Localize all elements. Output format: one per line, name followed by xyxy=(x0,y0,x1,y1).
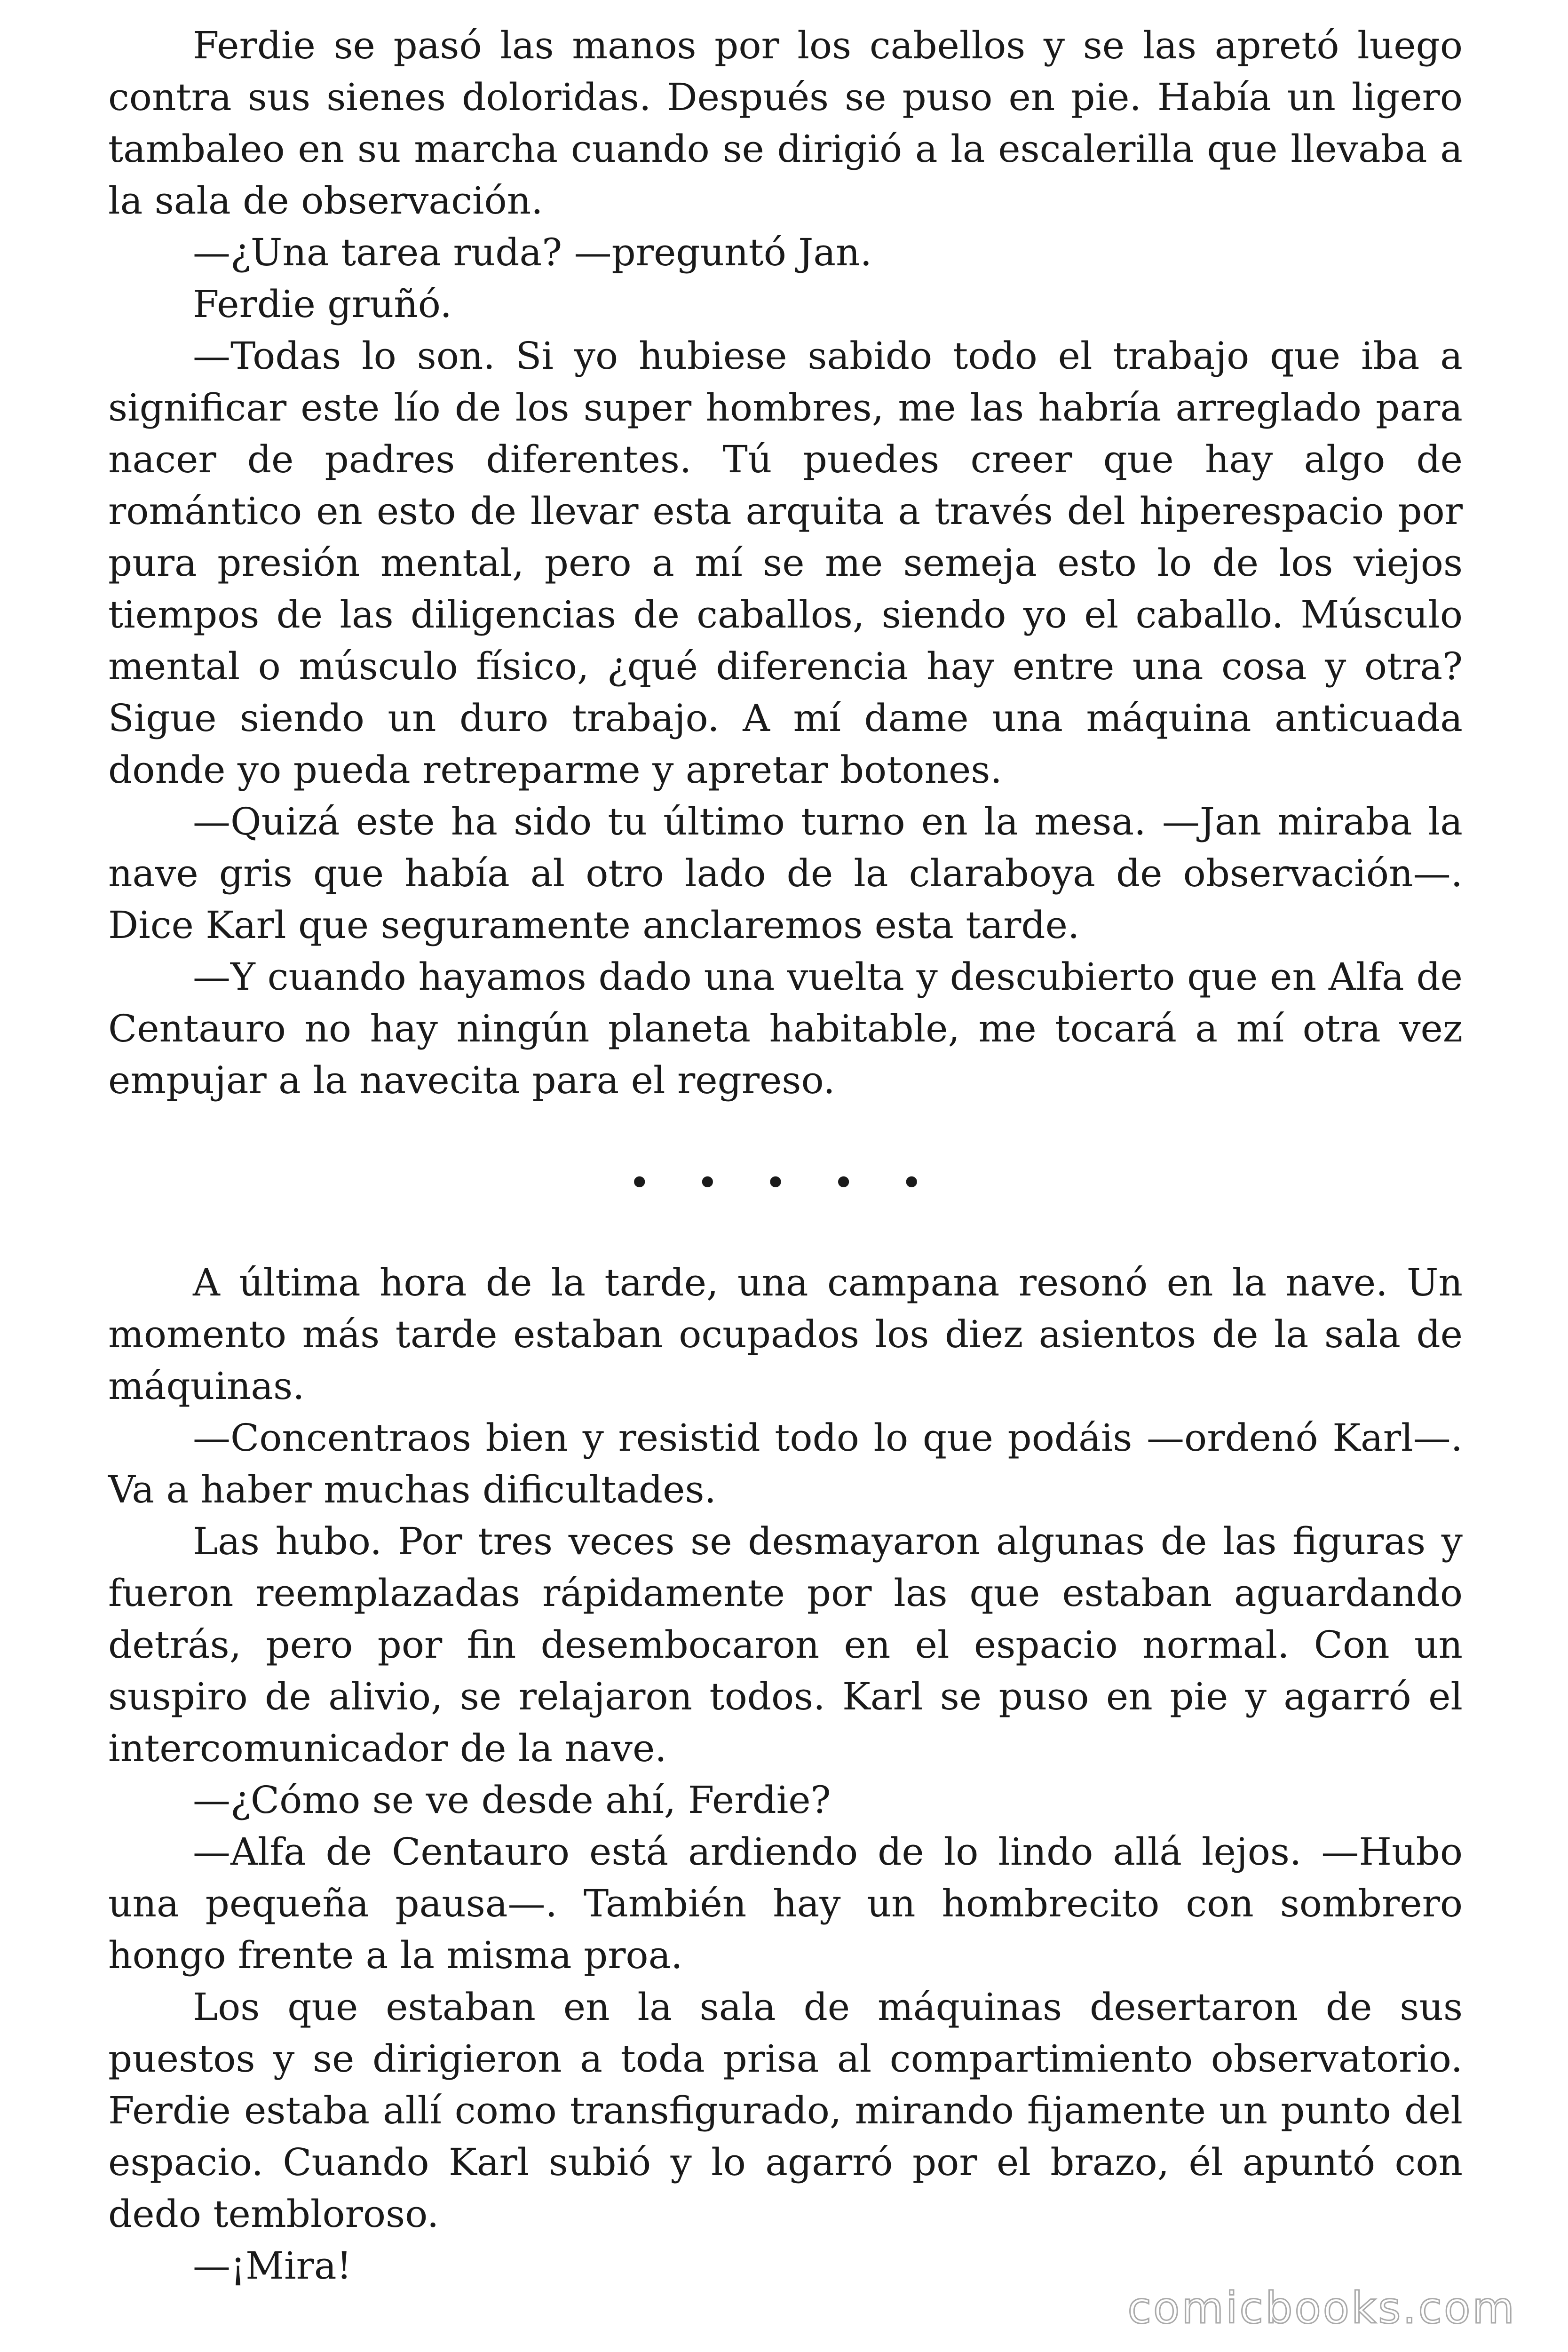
paragraph: —Concentraos bien y resistid todo lo que podáis —ordenó Karl—. Va a haber muchas dificultades. xyxy=(108,1416,1463,1511)
paragraph: —Quizá este ha sido tu último turno en la mesa. —Jan miraba la nave gris que había al otro lado de la claraboya de observación—. Dice Karl que seguramente anclaremos esta tarde. xyxy=(108,800,1463,947)
paragraph: A última hora de la tarde, una campana resonó en la nave. Un momento más tarde estaban ocupados los diez asientos de la sala de máquinas. xyxy=(108,1261,1463,1408)
watermark: comicbooks.com xyxy=(1127,2283,1516,2333)
paragraph: Las hubo. Por tres veces se desmayaron algunas de las figuras y fueron reemplazadas rápidamente por las que estaban aguardando detrás, pero por fin desembocaron en el espacio normal. Con un suspiro de alivio, se relajaron todos. Karl se puso en pie y agarró el intercomunicador de la nave. xyxy=(108,1519,1463,1770)
paragraph: —¿Una tarea ruda? —preguntó Jan. xyxy=(193,230,872,274)
text-section-2 xyxy=(108,1257,1463,2292)
text-section-1 xyxy=(108,20,1463,1106)
paragraph: —¡Mira! xyxy=(193,2244,352,2288)
paragraph: —Alfa de Centauro está ardiendo de lo lindo allá lejos. —Hubo una pequeña pausa—. También hay un hombrecito con sombrero hongo frente a la misma proa. xyxy=(108,1830,1463,1977)
paragraph: Los que estaban en la sala de máquinas desertaron de sus puestos y se dirigieron a toda prisa al compartimiento observatorio. Ferdie estaba allí como transfigurado, mirando fijamente un punto del espacio. Cuando Karl subió y lo agarró por el brazo, él apuntó con dedo tembloroso. xyxy=(108,1985,1463,2236)
paragraph: —Y cuando hayamos dado una vuelta y descubierto que en Alfa de Centauro no hay ningún planeta habitable, me tocará a mí otra vez empujar a la navecita para el regreso. xyxy=(108,955,1463,1102)
paragraph: Ferdie gruñó. xyxy=(193,282,452,326)
paragraph: —¿Cómo se ve desde ahí, Ferdie? xyxy=(193,1778,831,1822)
paragraph: Ferdie se pasó las manos por los cabellos y se las apretó luego contra sus sienes doloridas. Después se puso en pie. Había un ligero tambaleo en su marcha cuando se dirigió a la escalerilla que llevaba a la sala de observación. xyxy=(108,24,1463,222)
paragraph: —Todas lo son. Si yo hubiese sabido todo el trabajo que iba a significar este lío de los super hombres, me las habría arreglado para nacer de padres diferentes. Tú puedes creer que hay algo de romántico en esto de llevar esta arquita a través del hiperespacio por pura presión mental, pero a mí se me semeja esto lo de los viejos tiempos de las diligencias de caballos, siendo yo el caballo. Músculo mental o músculo físico, ¿qué diferencia hay entre una cosa y otra? Sigue siendo un duro trabajo. A mí dame una máquina anticuada donde yo pueda retreparme y apretar botones. xyxy=(108,334,1463,792)
section-separator: • • • • • xyxy=(628,1161,940,1205)
